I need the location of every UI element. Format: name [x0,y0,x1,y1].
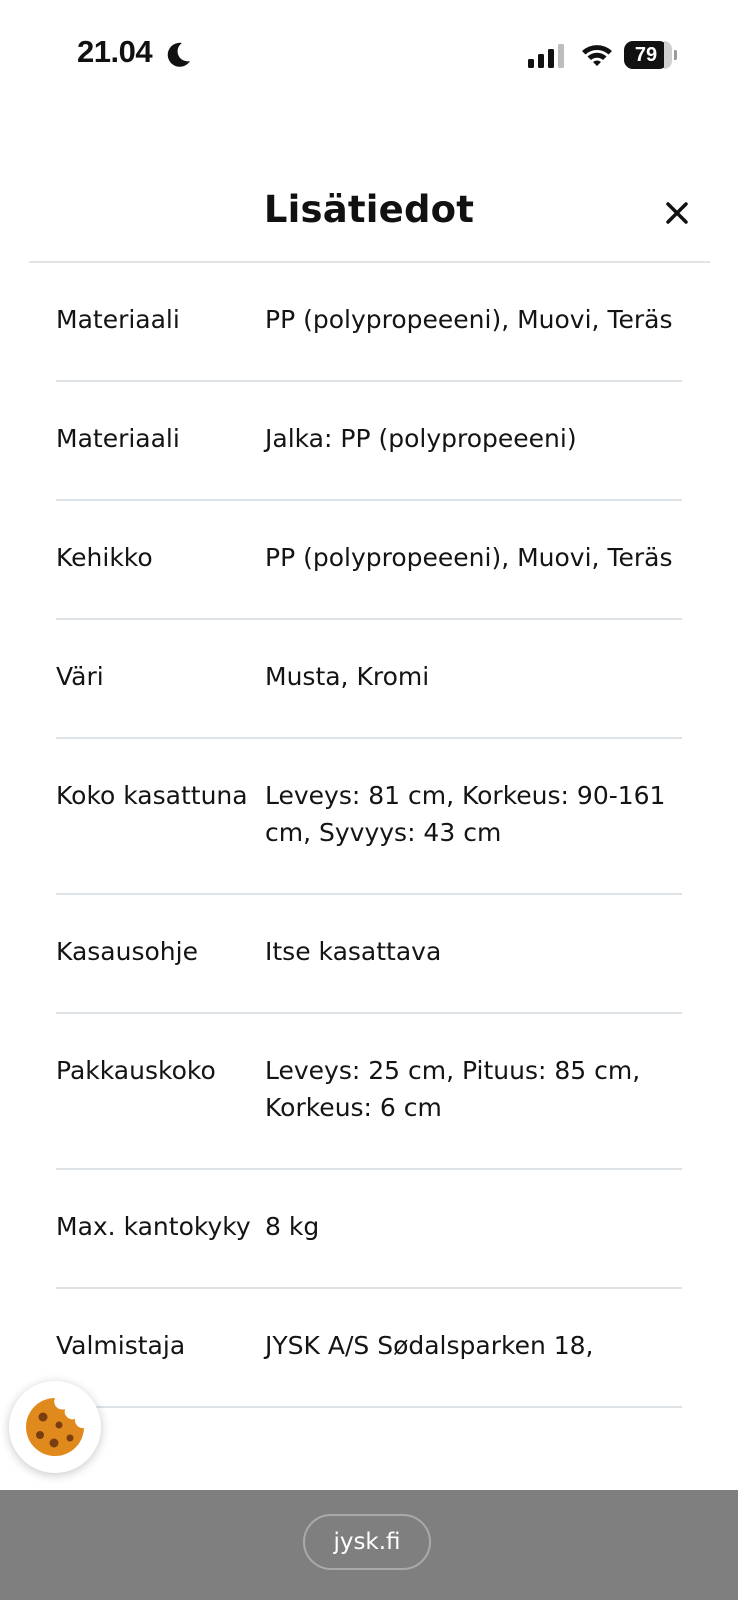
detail-label: Kehikko [56,543,153,572]
detail-value: Leveys: 81 cm, Korkeus: 90-161 cm, Syvyys: 43 cm [265,781,666,847]
detail-value: PP (polypropeeeni), Muovi, Teräs [265,305,673,334]
modal-title: Lisätiedot [263,188,475,231]
detail-row-package-size [56,1014,682,1170]
detail-value: Jalka: PP (polypropeeeni) [265,424,577,453]
detail-value: Itse kasattava [265,937,442,966]
moon-icon [163,40,193,70]
detail-value: JYSK A/S Sødalsparken 18, [265,1331,594,1360]
wifi-icon [580,42,614,68]
detail-row-color [56,620,682,739]
detail-label: Pakkauskoko [56,1056,216,1085]
close-icon [660,196,694,230]
battery-empty-segment [664,41,672,69]
battery-percent: 79 [624,41,668,69]
detail-row-manufacturer [56,1289,682,1408]
modal-header [0,170,738,262]
browser-bottom-bar [0,1490,738,1600]
detail-row-material-leg [56,382,682,501]
detail-label: Materiaali [56,424,180,453]
product-details-list [0,263,738,1408]
detail-value: 8 kg [265,1212,320,1241]
close-button[interactable] [660,196,694,230]
battery-terminal [674,50,677,60]
detail-row-material [56,263,682,382]
battery-icon [624,41,676,69]
status-bar [0,0,738,110]
detail-row-max-load [56,1170,682,1289]
status-time: 21.04 [77,34,153,69]
detail-label: Koko kasattuna [56,781,248,810]
detail-label: Max. kantokyky [56,1212,251,1241]
detail-label: Valmistaja [56,1331,186,1360]
detail-row-assembly [56,895,682,1014]
detail-row-frame [56,501,682,620]
detail-label: Kasausohje [56,937,198,966]
detail-value: Leveys: 25 cm, Pituus: 85 cm, Korkeus: 6 cm [265,1056,641,1122]
detail-value: PP (polypropeeeni), Muovi, Teräs [265,543,673,572]
detail-label: Materiaali [56,305,180,334]
url-address-pill[interactable]: jysk.fi [303,1514,431,1570]
detail-value: Musta, Kromi [265,662,430,691]
cookie-settings-button[interactable] [9,1381,101,1473]
cellular-signal-icon [528,44,566,68]
cookie-icon [23,1395,87,1459]
detail-row-assembled-size [56,739,682,895]
detail-label: Väri [56,662,104,691]
